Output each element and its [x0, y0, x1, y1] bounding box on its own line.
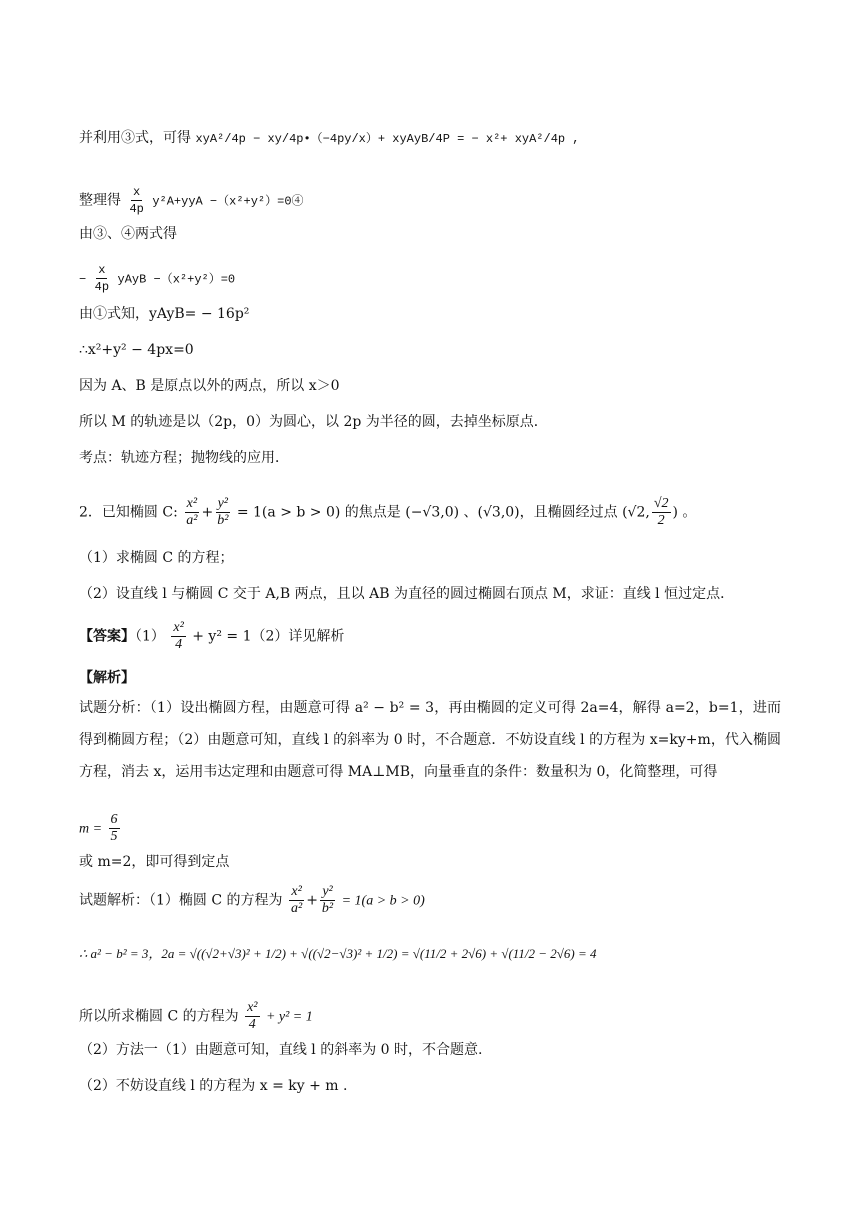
analysis-label: 【解析】 [79, 670, 135, 686]
fraction-y2-b2: $\frac{\text{y²}}{\text{b²}}$ [217, 496, 229, 528]
analysis-paragraph: 试题分析：（1）设出椭圆方程，由题意可得 a² − b² = 3，再由椭圆的定义可得 2a=4，解得 a=2，b=1，进而得到椭圆方程；（2）由题意可知，直线 l 的斜率为 0 时，不合题意．不妨设直线 l 的方程为 x=ky+m，代入椭圆方程，消去 x，运用韦达定理和由题意可得 MA⊥MB，向量垂直的条件：数量积为 0，化简整理，可得 [79, 700, 781, 780]
solution-calculation: ∴ a² − b² = 3，2a = √((√2+√3)² + 1/2) + √((√2−√3)² + 1/2) = √(11/2 + 2√6) + √(11/2 − 2√6) = 4 [79, 946, 597, 961]
fraction-6-5: $\frac{6}{5}$ [110, 812, 118, 844]
answer-line: 【答案】（1） $\frac{\text{x²}}{4}$ + y² = 1（2）详见解析 [79, 620, 345, 652]
solution-result: 所以所求椭圆 C 的方程为 $\frac{\text{x²}}{4}$ + y² = 1 [79, 1000, 313, 1032]
equation-line-1: 并利用③式，可得 xyA²/4p − xy/4p•（−4py/x）+ xyAyB/4P = − x²+ xyA²/4p , [79, 130, 580, 146]
fraction-x-4p: $\frac{x}{4p}$ [129, 185, 144, 216]
text-line-5: 由①式知，yAyB= − 16p² [79, 306, 250, 322]
equation-image-1: xyA²/4p − xy/4p•（−4py/x）+ xyAyB/4P = − x²+ xyA²/4p , [195, 132, 580, 146]
fraction-x2-a2-b: $\frac{\text{x²}}{\text{a²}}$ [290, 884, 303, 916]
part-2-line-1: （2）方法一（1）由题意可知，直线 l 的斜率为 0 时，不合题意. [79, 1042, 483, 1058]
fraction-x-4p-b: $\frac{x}{4p}$ [94, 263, 110, 294]
text-or-line: 或 m=2，即可得到定点 [79, 854, 230, 870]
text-line-6: ∴x²+y² − 4px=0 [79, 342, 194, 358]
question-2-part-1: （1）求椭圆 C 的方程； [79, 550, 234, 566]
question-2: 2．已知椭圆 C: $\frac{\text{x²}}{\text{a²}}$ + $\frac{\text{y²}}{\text{b²}}$ = 1(a > b > 0) 的焦点是 (−√3,0) 、(√3,0)，且椭圆经过点 (√2, $\frac{√2}{2}$ ) 。 [79, 496, 697, 528]
fraction-x2-a2: $\frac{\text{x²}}{\text{a²}}$ [186, 496, 198, 528]
text-line-9: 考点：轨迹方程；抛物线的应用． [79, 450, 289, 466]
text-line-8: 所以 M 的轨迹是以（2p，0）为圆心，以 2p 为半径的圆，去掉坐标原点． [79, 414, 548, 430]
part-2-line-2: （2）不妨设直线 l 的方程为 x = ky + m . [79, 1078, 348, 1094]
text-line-3: 由③、④两式得 [79, 226, 177, 242]
fraction-x2-4-b: $\frac{\text{x²}}{4}$ [247, 1000, 258, 1032]
equation-line-4: − $\frac{x}{4p}$ yAyB −（x²+y²）=0 [79, 263, 236, 294]
solution-line-1: 试题解析：（1）椭圆 C 的方程为 $\frac{\text{x²}}{\text{a²}}$ + $\frac{\text{y²}}{\text{b²}}$ = 1(a > b > 0) [79, 884, 425, 916]
question-2-part-2: （2）设直线 l 与椭圆 C 交于 A,B 两点，且以 AB 为直径的圆过椭圆右顶点 M，求证：直线 l 恒过定点． [79, 586, 735, 602]
equation-line-2: 整理得 $\frac{x}{4p}$ y²A+yyA −（x²+y²）=0④ [79, 185, 304, 216]
text-line-7: 因为 A、B 是原点以外的两点，所以 x＞0 [79, 378, 340, 394]
fraction-y2-b2-b: $\frac{\text{y²}}{\text{b²}}$ [321, 884, 334, 916]
m-equation: m = $\frac{6}{5}$ [79, 812, 118, 844]
fraction-x2-4: $\frac{\text{x²}}{4}$ [173, 620, 184, 652]
fraction-sqrt2-2: $\frac{√2}{2}$ [653, 496, 669, 528]
answer-label: 【答案】 [79, 628, 135, 645]
